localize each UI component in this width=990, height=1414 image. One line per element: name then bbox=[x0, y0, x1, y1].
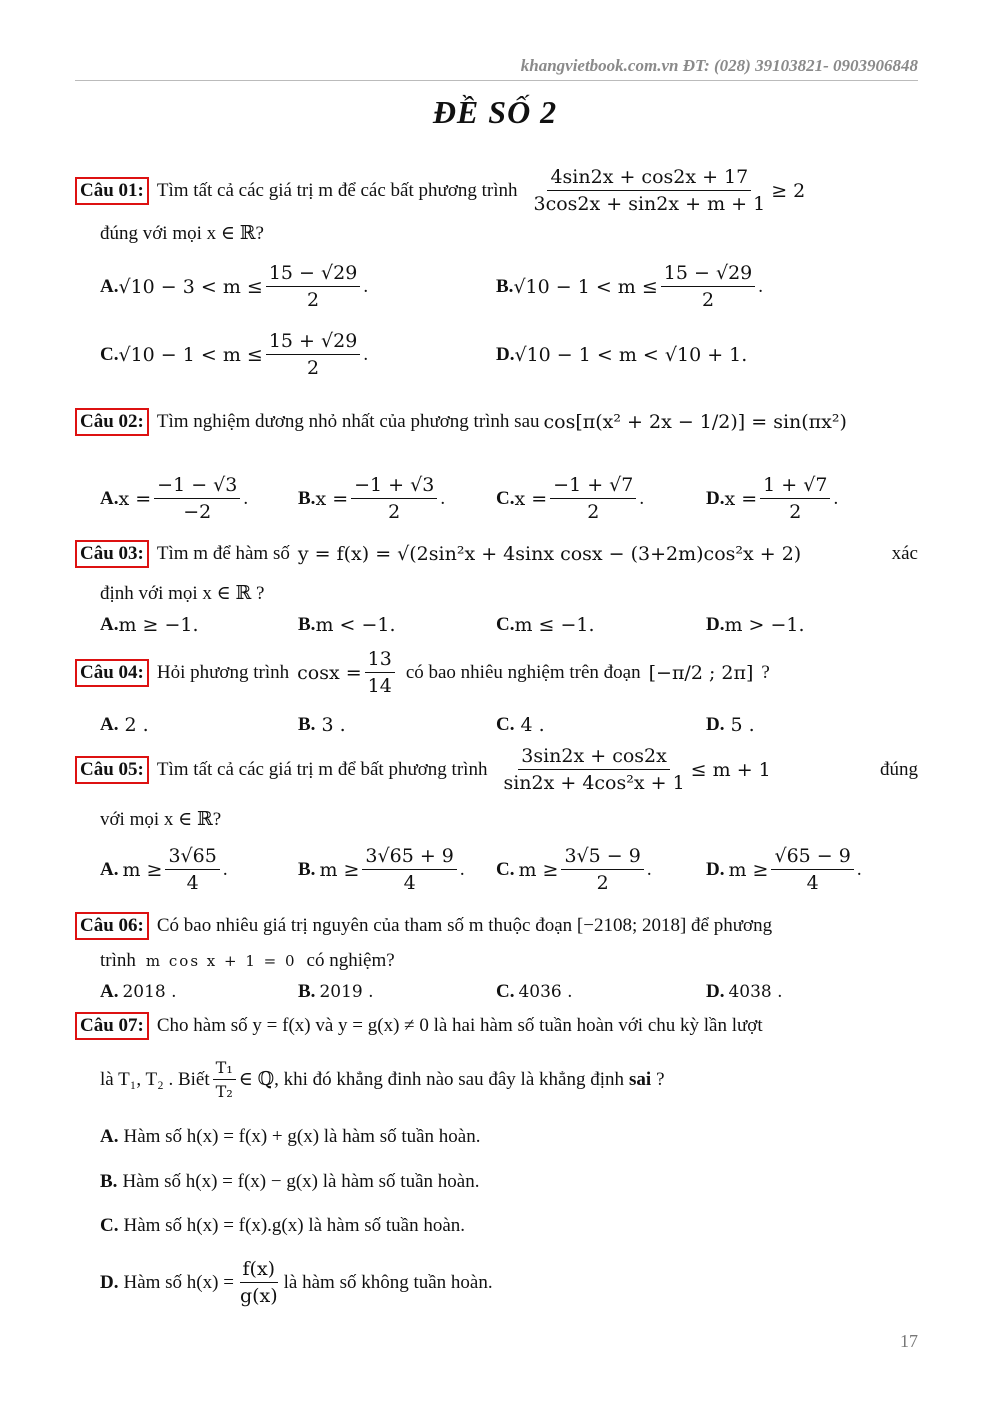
option-key: A. bbox=[100, 858, 119, 880]
q3-text2: định với mọi x ∈ ℝ ? bbox=[100, 583, 265, 604]
q6-label: Câu 06: bbox=[75, 912, 149, 940]
q1-relation: ≥ 2 bbox=[771, 179, 806, 202]
option-fraction bbox=[266, 330, 360, 379]
q4-fraction bbox=[365, 648, 395, 697]
option-text: m ≥ bbox=[122, 858, 163, 881]
q4-option-a[interactable] bbox=[100, 714, 149, 736]
option-key: C. bbox=[496, 858, 515, 880]
option-key: B. bbox=[298, 714, 316, 735]
frac-num: 15 − √29 bbox=[661, 262, 755, 287]
q5-option-c[interactable]: C. m ≥ $\frac{3√5 - 9}{2}$ . bbox=[496, 845, 652, 894]
option-fraction bbox=[550, 474, 636, 523]
page-header: khangvietbook.com.vn ĐT: (028) 39103821- 0903906848 bbox=[520, 56, 918, 75]
frac-num: 15 + √29 bbox=[266, 330, 360, 355]
option-text: x = bbox=[724, 487, 758, 510]
option-fraction bbox=[661, 262, 755, 311]
option-key: A. bbox=[100, 487, 119, 509]
q1-stem bbox=[75, 166, 805, 215]
q7-text: Cho hàm số y = f(x) và y = g(x) ≠ 0 là hai hàm số tuần hoàn với chu kỳ lần lượt bbox=[156, 1015, 763, 1036]
option-fraction bbox=[165, 845, 219, 894]
option-key: C. bbox=[496, 614, 515, 635]
page-number: 17 bbox=[900, 1331, 918, 1351]
q7-option-b[interactable] bbox=[100, 1171, 479, 1193]
q6-option-d[interactable] bbox=[706, 981, 783, 1003]
option-key: B. bbox=[496, 275, 514, 297]
q3-option-a[interactable] bbox=[100, 614, 199, 636]
q7-stem bbox=[75, 1012, 763, 1040]
frac-num: 15 − √29 bbox=[266, 262, 360, 287]
q6-stem-line2 bbox=[100, 950, 395, 972]
option-key: D. bbox=[706, 981, 725, 1002]
q1-frac-den: 3cos2x + sin2x + m + 1 bbox=[533, 193, 766, 215]
q4-stem bbox=[75, 648, 770, 697]
option-key: A. bbox=[100, 1126, 119, 1147]
option-key: D. bbox=[706, 714, 725, 735]
q4-interval: [−π/2 ; 2π] bbox=[648, 661, 754, 684]
q3-option-b[interactable] bbox=[298, 614, 396, 636]
frac-num: f(x) bbox=[240, 1258, 279, 1283]
q1-option-a[interactable]: A. √10 − 3 < m ≤ $\frac{15 - √29}{2}$ . bbox=[100, 262, 369, 311]
frac-den: sin2x + 4cos²x + 1 bbox=[503, 772, 685, 794]
frac-den: 2 bbox=[388, 501, 401, 523]
q2-option-d[interactable]: D. x = $\frac{1 + √7}{2}$ . bbox=[706, 474, 839, 523]
q3-text: Tìm m để hàm số bbox=[156, 543, 290, 564]
q7-option-a[interactable] bbox=[100, 1126, 481, 1148]
option-key: D. bbox=[496, 344, 515, 365]
option-text: m ≥ −1. bbox=[118, 614, 199, 636]
q7-stem-line2 bbox=[100, 1058, 665, 1101]
option-key: B. bbox=[298, 487, 316, 509]
q7-option-d[interactable] bbox=[100, 1258, 493, 1307]
option-text: x = bbox=[514, 487, 548, 510]
option-text: √10 − 1 < m < √10 + 1. bbox=[514, 344, 748, 366]
q7-label: Câu 07: bbox=[75, 1012, 149, 1040]
frac-num: √65 − 9 bbox=[771, 845, 853, 870]
option-text: 4036 . bbox=[518, 982, 573, 1002]
q6-stem bbox=[75, 912, 772, 940]
option-key: A. bbox=[100, 714, 119, 735]
q1-fraction bbox=[531, 166, 769, 215]
q7-text2-pre: là T₁, T₂ . Biết bbox=[100, 1068, 210, 1090]
q4-text: Hỏi phương trình bbox=[156, 661, 290, 683]
q2-option-a[interactable]: A. x = $\frac{-1 - √3}{-2}$ . bbox=[100, 474, 249, 523]
option-key: B. bbox=[100, 1171, 118, 1192]
frac-num: T₁ bbox=[213, 1058, 236, 1080]
option-key: B. bbox=[298, 614, 316, 635]
option-key: D. bbox=[706, 487, 725, 509]
q2-equation: cos[π(x² + 2x − 1/2)] = sin(πx²) bbox=[543, 411, 847, 433]
frac-den: −2 bbox=[183, 501, 212, 523]
q5-stem-line2 bbox=[100, 808, 221, 831]
q5-stem bbox=[75, 745, 918, 794]
q4-label: Câu 04: bbox=[75, 659, 149, 687]
frac-num: 13 bbox=[365, 648, 395, 673]
q5-option-a[interactable]: A. m ≥ $\frac{3√65}{4}$ . bbox=[100, 845, 228, 894]
option-text: 4 . bbox=[520, 714, 545, 736]
option-text: 2 . bbox=[124, 714, 149, 736]
q1-stem-line2 bbox=[100, 222, 264, 245]
option-text: Hàm số h(x) = f(x) − g(x) là hàm số tuần hoàn. bbox=[122, 1171, 480, 1192]
option-text: Hàm số h(x) = f(x) + g(x) là hàm số tuần hoàn. bbox=[123, 1126, 481, 1147]
option-key: C. bbox=[100, 343, 119, 365]
q5-text2: với mọi x ∈ ℝ? bbox=[100, 809, 222, 830]
q7-text2-post: ∈ ℚ, khi đó khẳng đinh nào sau đây là khẳng định bbox=[238, 1069, 624, 1090]
q4-option-d[interactable] bbox=[706, 714, 755, 736]
frac-den: 2 bbox=[307, 357, 320, 379]
q3-option-d[interactable] bbox=[706, 614, 805, 636]
option-fraction bbox=[154, 474, 240, 523]
q7-text2-end: ? bbox=[656, 1068, 665, 1090]
option-text: x = bbox=[118, 487, 152, 510]
header-divider bbox=[75, 80, 918, 81]
q3-text-end: xác bbox=[891, 543, 918, 564]
q3-stem bbox=[75, 540, 918, 568]
option-text: m < −1. bbox=[315, 614, 396, 636]
q1-frac-num: 4sin2x + cos2x + 17 bbox=[547, 166, 751, 191]
frac-den: 14 bbox=[367, 675, 392, 697]
option-text: Hàm số h(x) = bbox=[123, 1271, 234, 1293]
q5-relation: ≤ m + 1 bbox=[690, 758, 771, 781]
q5-label: Câu 05: bbox=[75, 756, 149, 784]
frac-den: 2 bbox=[701, 289, 715, 311]
option-text: 5 . bbox=[730, 714, 755, 736]
option-key: C. bbox=[496, 487, 515, 509]
q6-text2-pre: trình bbox=[100, 950, 136, 971]
option-key: A. bbox=[100, 275, 119, 297]
option-key: B. bbox=[298, 981, 316, 1002]
option-key: B. bbox=[298, 858, 316, 880]
option-key: A. bbox=[100, 614, 119, 635]
q3-option-c[interactable] bbox=[496, 614, 595, 636]
frac-den: 4 bbox=[806, 872, 819, 894]
option-text: m ≥ bbox=[319, 858, 360, 881]
option-text-post: là hàm số không tuần hoàn. bbox=[283, 1271, 493, 1293]
q7-fraction bbox=[213, 1058, 236, 1101]
q1-option-b[interactable]: B. √10 − 1 < m ≤ $\frac{15 - √29}{2}$ . bbox=[496, 262, 764, 311]
option-key: A. bbox=[100, 981, 119, 1002]
option-text: Hàm số h(x) = f(x).g(x) là hàm số tuần hoàn. bbox=[123, 1215, 466, 1236]
option-key: C. bbox=[100, 1215, 119, 1236]
q3-label: Câu 03: bbox=[75, 540, 149, 568]
q5-fraction bbox=[500, 745, 687, 794]
option-text: m ≥ bbox=[518, 858, 559, 881]
q1-text2: đúng với mọi x ∈ ℝ? bbox=[100, 223, 264, 244]
option-key: C. bbox=[496, 981, 515, 1002]
option-text: 2018 . bbox=[122, 982, 177, 1002]
q4-option-c[interactable] bbox=[496, 714, 545, 736]
frac-den: T₂ bbox=[215, 1082, 233, 1101]
option-key: D. bbox=[706, 858, 725, 880]
q5-text-end: đúng bbox=[880, 758, 918, 780]
frac-num: 3√65 + 9 bbox=[362, 845, 456, 870]
q1-label: Câu 01: bbox=[75, 177, 149, 205]
q4-eq: cosx = bbox=[297, 661, 362, 684]
page-title: ĐỀ SỐ 2 bbox=[432, 94, 558, 130]
frac-num: 3√65 bbox=[165, 845, 219, 870]
option-key: D. bbox=[706, 614, 725, 635]
q6-text2-post: có nghiệm? bbox=[306, 950, 395, 971]
frac-num: −1 + √7 bbox=[550, 474, 636, 499]
option-fraction bbox=[760, 474, 830, 523]
frac-den: 2 bbox=[587, 501, 600, 523]
option-key: C. bbox=[496, 714, 515, 735]
q4-option-b[interactable] bbox=[298, 714, 346, 736]
frac-den: g(x) bbox=[239, 1285, 278, 1307]
q5-option-d[interactable]: D. m ≥ $\frac{√65 - 9}{4}$ . bbox=[706, 845, 862, 894]
option-fraction bbox=[771, 845, 853, 894]
option-text: x = bbox=[315, 487, 349, 510]
q5-option-b[interactable]: B. m ≥ $\frac{3√65 + 9}{4}$ . bbox=[298, 845, 465, 894]
frac-den: 4 bbox=[186, 872, 199, 894]
frac-den: 4 bbox=[403, 872, 416, 894]
q1-option-c[interactable]: C. √10 − 1 < m ≤ $\frac{15 + √29}{2}$ . bbox=[100, 330, 369, 379]
frac-den: 2 bbox=[596, 872, 609, 894]
q4-text-end: ? bbox=[761, 661, 770, 683]
option-text: 3 . bbox=[321, 714, 346, 736]
option-text: m ≤ −1. bbox=[514, 614, 595, 636]
q3-stem-line2 bbox=[100, 582, 264, 605]
q5-text: Tìm tất cả các giá trị m để bất phương trình bbox=[156, 758, 488, 780]
option-text: √10 − 1 < m ≤ bbox=[513, 275, 658, 298]
frac-num: −1 + √3 bbox=[351, 474, 437, 499]
option-text: m > −1. bbox=[724, 614, 805, 636]
q7-text2-bold: sai bbox=[628, 1068, 652, 1090]
frac-den: 2 bbox=[307, 289, 320, 311]
q2-option-c[interactable]: C. x = $\frac{-1 + √7}{2}$ . bbox=[496, 474, 645, 523]
q1-text: Tìm tất cả các giá trị m để các bất phương trình bbox=[156, 179, 518, 201]
q6-option-b[interactable] bbox=[298, 981, 374, 1003]
q4-text-mid: có bao nhiêu nghiệm trên đoạn bbox=[405, 661, 641, 683]
option-text: √10 − 1 < m ≤ bbox=[118, 343, 263, 366]
option-fraction bbox=[266, 262, 360, 311]
q7-option-c[interactable] bbox=[100, 1215, 465, 1237]
q2-stem bbox=[75, 408, 847, 436]
q6-option-c[interactable] bbox=[496, 981, 573, 1003]
option-fraction bbox=[561, 845, 643, 894]
frac-num: 3sin2x + cos2x bbox=[518, 745, 670, 770]
option-text: 2019 . bbox=[319, 982, 374, 1002]
frac-den: 2 bbox=[789, 501, 802, 523]
option-fraction bbox=[351, 474, 437, 523]
option-key: D. bbox=[100, 1271, 119, 1293]
frac-num: 3√5 − 9 bbox=[561, 845, 643, 870]
option-fraction bbox=[237, 1258, 281, 1307]
q6-option-a[interactable] bbox=[100, 981, 177, 1003]
frac-num: −1 − √3 bbox=[154, 474, 240, 499]
q6-text: Có bao nhiêu giá trị nguyên của tham số m thuộc đoạn [−2108; 2018] để phương bbox=[156, 915, 773, 936]
q1-option-d[interactable] bbox=[496, 344, 747, 366]
q2-option-b[interactable]: B. x = $\frac{-1 + √3}{2}$ . bbox=[298, 474, 446, 523]
q2-label: Câu 02: bbox=[75, 408, 149, 436]
q3-function: y = f(x) = √(2sin²x + 4sinx cosx − (3+2m)cos²x + 2) bbox=[297, 543, 802, 565]
option-fraction bbox=[362, 845, 456, 894]
option-text: m ≥ bbox=[728, 858, 769, 881]
frac-num: 1 + √7 bbox=[760, 474, 830, 499]
option-text: √10 − 3 < m ≤ bbox=[118, 275, 263, 298]
q2-text: Tìm nghiệm dương nhỏ nhất của phương trình sau bbox=[156, 411, 540, 432]
q6-equation: m cos x + 1 = 0 bbox=[145, 952, 297, 970]
option-text: 4038 . bbox=[728, 982, 783, 1002]
